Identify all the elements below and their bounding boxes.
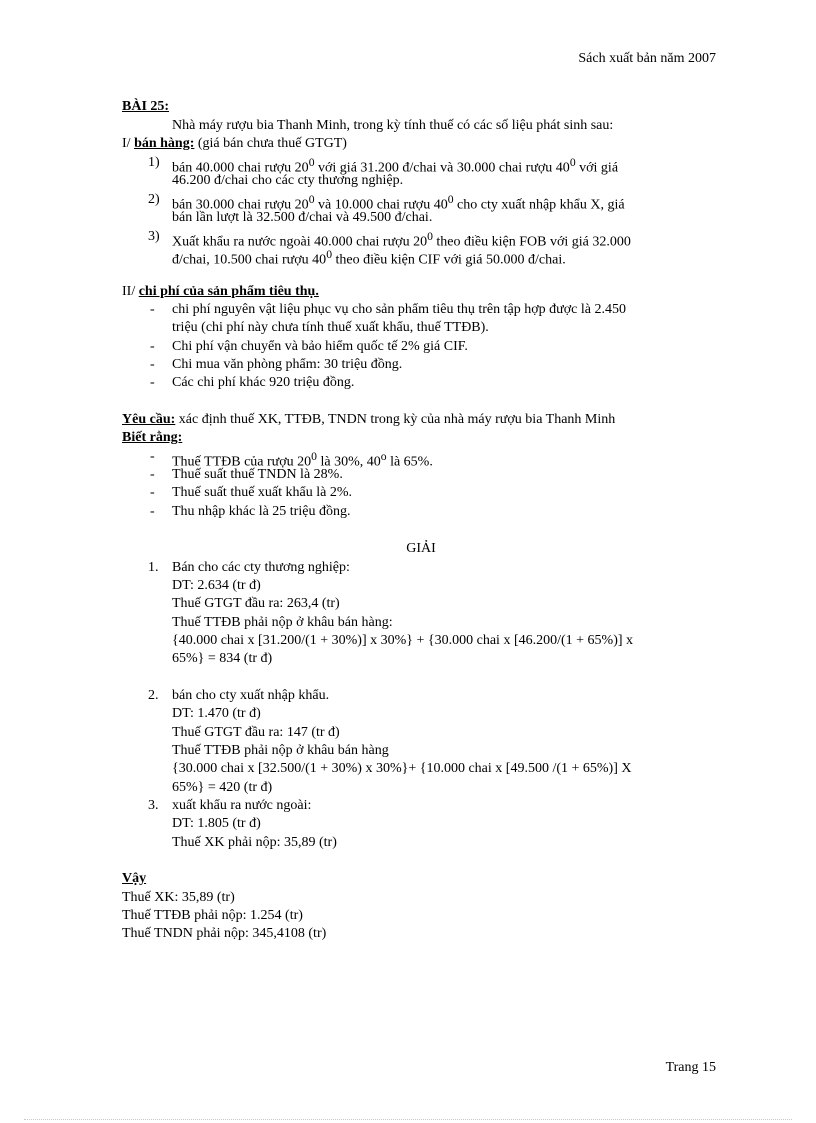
conclusion-line: Thuế XK: 35,89 (tr) [122,890,235,905]
item-2-line1: bán 30.000 chai rượu $20^0$ và 10.000 chai rượu $40^0$ cho cty xuất nhập khẩu X, giá [172,193,625,213]
part-1-line: DT: 2.634 (tr đ) [172,578,261,593]
section2-label: II/ [122,284,136,299]
conclusion-label: Vậy [122,871,147,886]
cost-bullet-1-line2: triệu (chi phí này chưa tính thuế xuất khẩu, thuế TTĐB). [172,320,489,335]
part-3-num: 3. [148,798,159,813]
part-2-line: {30.000 chai x [32.500/(1 + 30%) x 30%}+ {10.000 chai x [49.500 /(1 + 65%)] X [172,761,632,776]
item-1-line2: 46.200 đ/chai cho các cty thương nghiệp. [172,173,404,188]
section1-label: I/ [122,136,131,151]
conclusion-line: Thuế TTĐB phải nộp: 1.254 (tr) [122,908,303,923]
bullet-dash: - [150,485,155,500]
part-1-line: 65%} = 834 (tr đ) [172,651,273,666]
part-1-line: Thuế GTGT đầu ra: 263,4 (tr) [172,596,340,611]
intro-text: Nhà máy rượu bia Thanh Minh, trong kỳ tính thuế có các số liệu phát sinh sau: [172,118,614,133]
part-3-line: DT: 1.805 (tr đ) [172,816,261,831]
item-3-line2: đ/chai, 10.500 chai rượu $40^0$ theo điều kiện CIF với giá 50.000 đ/chai. [172,248,566,268]
part-2-num: 2. [148,688,159,703]
item-2-line2: bán lần lượt là 32.500 đ/chai và 49.500 đ/chai. [172,210,433,225]
part-1-line: Bán cho các cty thương nghiệp: [172,560,350,575]
given-bullet-2: Thuế suất thuế TNDN là 28%. [172,467,343,482]
bullet-dash: - [150,339,155,354]
section2-heading: chi phí của sản phẩm tiêu thụ. [138,284,319,299]
part-1-line: {40.000 chai x [31.200/(1 + 30%)] x 30%} + {30.000 chai x [46.200/(1 + 65%)] x [172,633,634,648]
part-1-num: 1. [148,560,159,575]
cost-bullet-1-line1: chi phí nguyên vật liệu phục vụ cho sản phẩm tiêu thụ trên tập hợp được là 2.450 [172,302,626,317]
cost-bullet-3: Chi mua văn phòng phẩm: 30 triệu đồng. [172,357,403,372]
section1-line [122,135,347,153]
cost-bullet-4: Các chi phí khác 920 triệu đồng. [172,375,355,390]
part-1-line: Thuế TTĐB phải nộp ở khâu bán hàng: [172,615,393,630]
bullet-dash: - [150,375,155,390]
bullet-dash: - [150,302,155,317]
part-2-line: DT: 1.470 (tr đ) [172,706,261,721]
requirement-label: Yêu cầu: [122,412,176,427]
bullet-dash: - [150,449,155,464]
book-header: Sách xuất bản năm 2007 [578,51,716,66]
given-bullet-1: Thuế TTĐB của rượu $20^0$ là 30%, 40$^o$ là 65%. [172,450,433,470]
given-bullet-4: Thu nhập khác là 25 triệu đồng. [172,504,351,519]
solution-title: GIẢI [406,541,436,556]
bullet-dash: - [150,504,155,519]
section1-note: (giá bán chưa thuế GTGT) [197,136,347,151]
cost-bullet-2: Chi phí vận chuyển và bảo hiểm quốc tế 2% giá CIF. [172,339,468,354]
section1-heading: bán hàng: [134,136,195,151]
bullet-dash: - [150,357,155,372]
section2-line [122,283,319,301]
conclusion-line: Thuế TNDN phải nộp: 345,4108 (tr) [122,926,327,941]
item-3-num: 3) [148,229,160,244]
part-2-line: 65%} = 420 (tr đ) [172,780,273,795]
page-bottom-divider [24,1119,792,1120]
requirement-text: xác định thuế XK, TTĐB, TNDN trong kỳ của nhà máy rượu bia Thanh Minh [175,412,616,427]
part-2-line: Thuế GTGT đầu ra: 147 (tr đ) [172,725,340,740]
exercise-title: BÀI 25: [122,99,170,114]
requirement-line [122,411,615,429]
part-3-line: xuất khẩu ra nước ngoài: [172,798,312,813]
item-2-num: 2) [148,192,160,207]
item-1-num: 1) [148,155,160,170]
page-number: Trang 15 [665,1060,716,1075]
given-bullet-3: Thuế suất thuế xuất khẩu là 2%. [172,485,353,500]
part-2-line: bán cho cty xuất nhập khẩu. [172,688,330,703]
item-3-line1: Xuất khẩu ra nước ngoài 40.000 chai rượu $20^0$ theo điều kiện FOB với giá 32.000 [172,230,631,250]
given-label: Biết rằng: [122,430,183,445]
part-2-line: Thuế TTĐB phải nộp ở khâu bán hàng [172,743,389,758]
item-1-line1: bán 40.000 chai rượu $20^0$ với giá 31.200 đ/chai và 30.000 chai rượu $40^0$ với giá [172,156,619,176]
part-3-line: Thuế XK phải nộp: 35,89 (tr) [172,835,337,850]
bullet-dash: - [150,467,155,482]
